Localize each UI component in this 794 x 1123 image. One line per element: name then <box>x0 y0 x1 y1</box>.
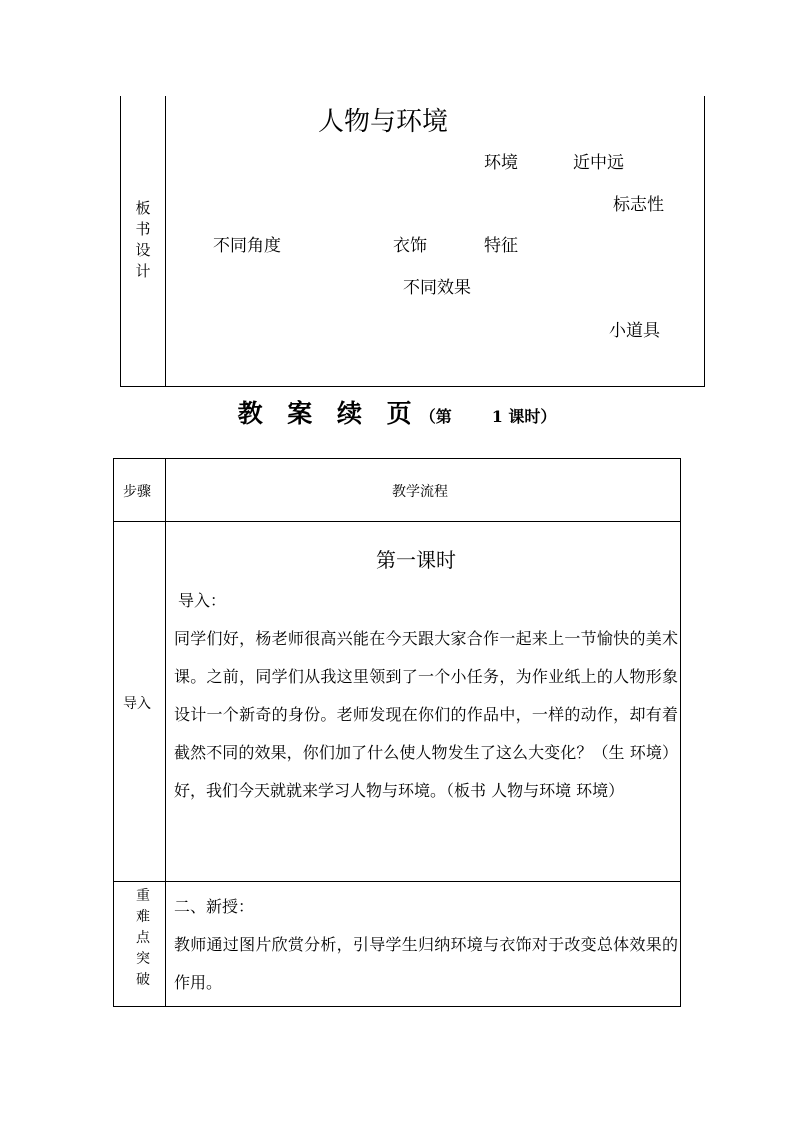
board-label-char: 板 <box>135 199 151 217</box>
keypoints-label-char: 破 <box>136 972 150 988</box>
page-heading <box>0 394 794 430</box>
lesson-title: 第一课时 <box>376 548 456 572</box>
table-left-border <box>113 458 114 1007</box>
table-row-divider <box>113 881 681 882</box>
board-design-label <box>130 198 156 282</box>
board-bottom-border <box>120 386 705 387</box>
keypoints-label-char: 点 <box>136 930 150 946</box>
keypoints-label-char: 难 <box>136 909 150 925</box>
table-top-border <box>113 458 681 459</box>
board-label-char: 计 <box>135 262 151 280</box>
header-step: 步骤 <box>123 484 151 500</box>
keypoints-subhead: 二、新授： <box>174 897 255 916</box>
table-bottom-border <box>113 1006 681 1007</box>
row-label-intro: 导入 <box>123 696 151 712</box>
board-label-char: 书 <box>135 220 151 238</box>
board-divider <box>165 96 166 387</box>
table-right-border <box>680 458 681 1007</box>
header-teaching-flow: 教学流程 <box>392 484 448 500</box>
board-word-environment: 环境 <box>484 153 518 173</box>
heading-main: 教 案 续 页 <box>237 399 420 428</box>
board-word-small-props: 小道具 <box>609 321 660 341</box>
heading-lesson-open: （第 <box>419 407 452 426</box>
board-left-border <box>120 96 121 387</box>
board-word-symbolic: 标志性 <box>613 195 664 215</box>
board-word-different-angles: 不同角度 <box>213 236 281 256</box>
keypoints-label-char: 重 <box>136 888 150 904</box>
board-label-char: 设 <box>135 241 151 259</box>
board-right-border <box>704 96 705 387</box>
board-word-features: 特征 <box>484 236 518 256</box>
intro-subhead: 导入： <box>178 591 227 610</box>
table-header-divider <box>113 521 681 522</box>
board-word-clothing: 衣饰 <box>393 236 427 256</box>
board-word-near-mid-far: 近中远 <box>573 153 624 173</box>
intro-paragraph: 同学们好，杨老师很高兴能在今天跟大家合作一起来上一节愉快的美术课。之前，同学们从我这里领到了一个小任务，为作业纸上的人物形象设计一个新奇的身份。老师发现在你们的作品中，一样的动作，却有着截然不同的效果，你们加了什么使人物发生了这么大变化？（生 环境）好，我们今天就就来学习人物与环境。（板书 人物与环境 环境） <box>174 629 678 800</box>
keypoints-label-char: 突 <box>136 951 150 967</box>
keypoints-paragraph: 教师通过图片欣赏分析，引导学生归纳环境与衣饰对于改变总体效果的作用。 <box>174 935 678 992</box>
row-label-keypoints <box>120 886 166 991</box>
board-word-different-effects: 不同效果 <box>403 278 471 298</box>
heading-lesson-close: 1 课时） <box>491 407 557 426</box>
board-title: 人物与环境 <box>318 107 449 137</box>
